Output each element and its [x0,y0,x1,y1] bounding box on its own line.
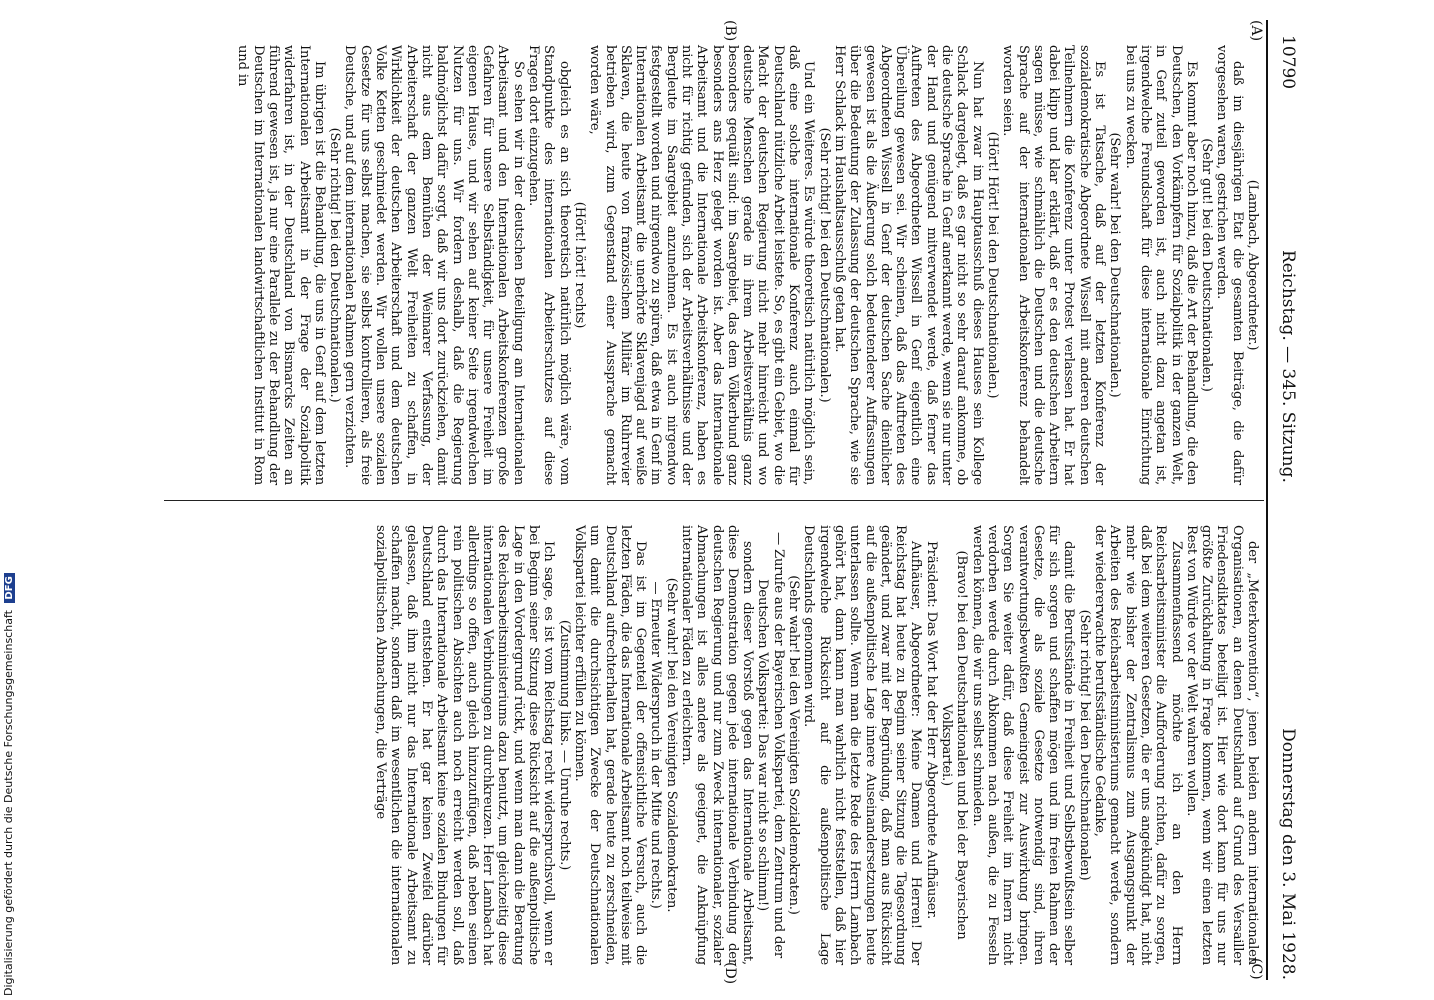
paragraph: daß im diesjährigen Etat die gesamten Beiträge, die dafür vorgesehen waren, gestrichen werden. [1214,45,1245,485]
paragraph: (Lambach, Abgeordneter.) [1245,179,1260,351]
page-number: 10790 [1278,35,1298,90]
page-header [1272,35,1298,980]
paragraph: (Sehr wahr! bei den Deutschnationalen.) [1107,132,1123,398]
paragraph: (Sehr gut! bei den Deutschnationalen.) [1199,138,1215,392]
paragraph: Das ist im Gegenteil der offensichtliche Versuch, auch die letzten Fäden, die das Internationale Arbeitsamt noch teilweise mit Deutschland aufrechterhalten hat, gerade heute zu zerschneiden, um damit die durchsichtigen Zwecke der Deutschnationalen Volkspartei leichter erfüllen zu können. [571,525,649,965]
paragraph: Im übrigen ist die Behandlung, die uns in Genf auf dem letzten Internationalen Arbeitsamt in der Frage der Sozialpolitik widerfahren ist, in der Deutschland von Bismarcks Zeiten an führend gewesen ist, ja nur eine Parallele zu der Behandlung der Deutschen im Internationalen landwirtschaftlichen Institut in Rom und in [235,45,327,485]
paragraph: der „Meterkonvention“, jenen beiden andern internationalen Organisationen, an denen Deutschland auf Grund des Versailler Friedensdiktates beteiligt ist. Hier wie dort kann für uns nur größte Zurückhaltung in Frage kommen, wenn wir einen letzten Rest von Würde vor der Welt wahren wollen. [1183,525,1260,965]
right-column [373,525,1260,965]
paragraph: (Sehr wahr! bei den Vereinigten Sozialdemokraten. [663,577,679,913]
paragraph: (Hört! Hört! bei den Deutschnationalen.) [984,131,1000,399]
margin-mark-d: (D) [722,962,738,985]
paragraph: Ich sage, es ist vom Reichstag recht widerspruchsvoll, wenn er bei Beginn seiner Sitzung diese Rücksicht auf die außenpolitische Lage in den Vordergrund rückt, und wenn man dann die Beratung des Reichsarbeitsministeriums dazu benutzt, um gleichzeitig diese internationalen Verbindungen zu durchkreuzen. Herr Lambach hat allerdings so offen, auch gleich hinzuzufügen, daß neben seinen rein politischen Absichten auch noch erreicht werden soll, daß durch das Internationale Arbeitsamt keine sozialen Bindungen für Deutschland entstehen. Er hat gar keinen Zweifel darüber gelassen, daß ihm nicht nur das Internationale Arbeitsamt zu schaffen macht, sondern daß im wesentlichen die internationalen sozialpolitischen Abmachungen, die Verträge [373,525,557,965]
paragraph: (Sehr wahr! bei den Vereinigten Sozialdemokraten.) [786,575,802,915]
paragraph: Zusammenfassend möchte ich an den Herrn Reichsarbeitsminister die Aufforderung richten, dafür zu sorgen, daß bei dem weiteren Gesetzen, die er uns angekündigt hat, nicht mehr wie bisher der Zentralismus zum Ausgangspunkt der Arbeiten des Reichsarbeitsministeriums gemacht werde, sondern der wiedererwachte berufsständische Gedanke, [1092,525,1184,965]
paragraph: Und ein Weiteres. Es würde theoretisch natürlich möglich sein, daß eine solche internationale Konferenz auch einmal für Deutschland nützliche Arbeit leistete. So, es gibt ein Gebiet, wo die Macht der deutschen Regierung nicht mehr hinreicht und wo deutsche Menschen gerade in ihrem Arbeitsverhältnis ganz besonders gequält sind: im Saargebiet, das dem Völkerbund ganz besonders ans Herz gelegt worden ist. Aber das Internationale Arbeitsamt und die Internationale Arbeitskonferenz, haben es nicht für richtig gefunden, sich der Arbeitsverhältnisse und der Bergleute im Saargebiet anzunehmen. Es ist auch nirgendwo festgestellt worden und nirgendwo zu spüren, daß etwa in Genf im Internationalen Arbeitsamt die unerhörte Sklavenjagd auf weiße Sklaven, die heute von französischem Militär im Ruhrrevier betrieben wird, zum Gegenstand einer Aussprache gemacht worden wäre, [587,45,817,485]
digitization-footer [0,0,22,1000]
header-rule [1266,20,1268,980]
paragraph: — Zurufe aus der Bayerischen Volkspartei, dem Zentrum und der Deutschen Volkspartei: Das war nicht so schlimm!) [755,532,786,958]
paragraph: (Bravo! bei den Deutschnationalen und bei der Bayerischen Volkspartei.) [939,550,970,940]
paragraph: (Zustimmung links. — Unruhe rechts.) [556,619,572,871]
page-title: Reichstag. — 345. Sitzung. [1278,250,1298,483]
paragraph: sondern dieser Vorstoß gegen das Internationale Arbeitsamt, diese Demonstration gegen jede internationale Verbindung der deutschen Regierung und nur zum Zweck internationaler, sozialer Abmachungen ist alles andere als geeignet, die Anknüpfung internationaler Fäden zu erleichtern. [679,525,756,965]
margin-mark-b: (B) [722,20,738,42]
page-date: Donnerstag den 3. Mai 1928. [1278,728,1298,980]
paragraph: obgleich es an sich theoretisch natürlich möglich wäre, vom Standpunkte des internationalen Arbeiterschutzes auf diese Fragen dort einzugehen. [526,45,572,485]
paragraph: (Sehr richtig! bei den Deutschnationalen) [1076,609,1092,881]
paragraph: (Sehr richtig! bei den Deutschnationalen.) [816,127,832,403]
paragraph: Nun hat zwar im Hauptausschuß dieses Hauses sein Kollege Schlack dargelegt, daß es gar nicht so sehr darauf ankomme, ob die deutsche Sprache in Genf anerkannt werde, wenn sie nur unter der Hand und genügend mitverwendet werde, daß ferner das Auftreten des Abgeordneten Wissell in Genf eigentlich eine Übereilung gewesen sei. Wir scheinen, daß das Auftreten des Abgeordneten Wissell in Genf der deutschen Sache dienlicher gewesen ist als die Äußerung solch bedeutenderer Auffassungen über die Bedeutung der Zulassung der deutschen Sprache, wie sie Herr Schlack im Haushaltsausschuß getan hat. [831,45,985,485]
dfg-logo: DFG [4,573,15,602]
paragraph: damit die Berufsstände in Freiheit und Selbstbewußtsein selber für sich sorgen und schaffen mögen und im freien Rahmen der Gesetze, die als soziale Gesetze notwendig sind, ihren verantwortungsbewußten Gemeingeist zur Auswirkung bringen. Sorgen Sie weiter dafür, daß diese Freiheit im Innern nicht verdorben werde durch Abkommen nach außen, die zu Fesseln werden können, die wir uns selbst schmieden. [969,525,1077,965]
left-column [235,45,1260,485]
paragraph: Aufhäuser, Abgeordneter: Meine Damen und Herren! Der Reichstag hat heute zu Beginn seiner Sitzung die Tagesordnung geändert, und zwar mit der Begründung, daß man aus Rücksicht auf die außenpolitische Lage innere Auseinandersetzungen heute unterlassen sollte. Wenn man die letzte Rede des Herrn Lambach gehört hat, dann kann man wahrlich nicht feststellen, daß hier irgendwelche Rücksicht auf die außenpolitische Lage Deutschlands genommen wird. [801,525,924,965]
column-divider [164,500,1264,501]
paragraph: Es kommt aber noch hinzu, daß die Art der Behandlung, die den Deutschen, den Vorkämpfern für Sozialpolitik in der ganzen Welt, in Genf zuteil geworden ist, auch nicht dazu angetan ist, irgendwelche Freundschaft für diese internationale Einrichtung bei uns zu wecken. [1122,45,1199,485]
paragraph: — Erneuter Widerspruch in der Mitte und rechts.) [648,581,664,909]
paragraph: (Sehr richtig! bei den Deutschnationalen.) [327,127,343,403]
margin-mark-a: (A) [1248,20,1264,42]
margin-mark-c: (C) [1248,958,1264,980]
paragraph: Es ist Tatsache, daß auf der letzten Konferenz der sozialdemokratische Abgeordnete Wissell mit anderen deutschen Teilnehmern die Konferenz unter Protest verlassen hat. Er hat dabei klipp und klar erklärt, daß er es den deutschen Arbeitern sagen müsse, wie schmählich die Deutschen und die deutsche Sprache auf der internationalen Arbeitskonferenz behandelt worden seien. [1000,45,1108,485]
paragraph: Präsident: Das Wort hat der Herr Abgeordnete Aufhäuser. [923,541,939,920]
rotated-page-content [136,0,1316,1000]
paragraph: So sehen wir in der deutschen Beteiligung am Internationalen Arbeitsamt und den Internationalen Arbeitskonferenzen große Gefahren für unsere Selbständigkeit, für unsere Freiheit im eigenen Hause, und wir sehen auf keiner Seite irgendwelchen Nutzen für uns. Wir fordern deshalb, daß die Regierung baldmöglichst dafür sorgt, daß wir uns dort zurückziehen, damit nicht aus dem Bemühen der Weimarer Verfassung, der Arbeiterschaft der ganzen Welt Freiheiten zu schaffen, in Wirklichkeit der deutschen Arbeiterschaft und dem deutschen Volke Ketten geschmiedet werden. Wir wollen unsere sozialen Gesetze für uns selbst machen, sie selbst kontrollieren, als freie Deutsche, und auf dem internationalen Rahmen gern verzichten. [342,45,526,485]
footer-credit: Digitalisierung gefördert durch die Deutsche Forschungsgemeinschaft [2,610,15,996]
paragraph: (Hört! hört! rechts) [571,201,587,329]
